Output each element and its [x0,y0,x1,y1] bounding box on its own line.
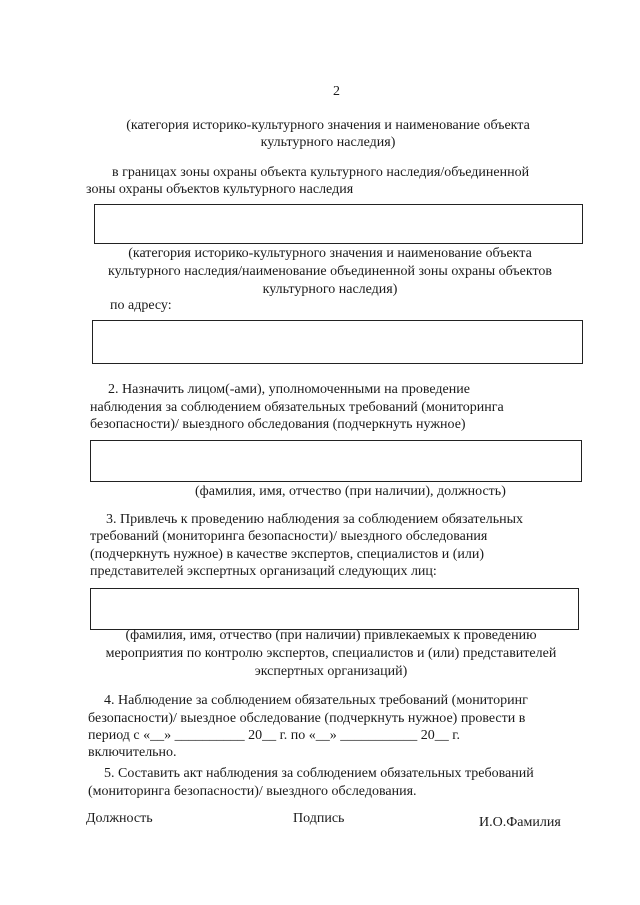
caption-line: культурного наследия) [260,135,396,150]
address-field[interactable] [92,320,583,364]
item-3-line-1: 3. Привлечь к проведению наблюдения за соблюдением обязательных [106,512,523,527]
item-2-line-2: наблюдения за соблюдением обязательных требований (мониторинга [90,400,504,415]
caption-line: (фамилия, имя, отчество (при наличии) привлекаемых к проведению [125,628,537,643]
caption-object-1 [90,117,566,151]
item-4-line-1: 4. Наблюдение за соблюдением обязательных требований (мониторинг [104,693,528,708]
zone-text-line-2: зоны охраны объектов культурного наследия [86,182,354,197]
signature-name: И.О.Фамилия [479,815,561,830]
item-3-line-4: представителей экспертных организаций следующих лиц: [90,564,437,579]
caption-object-2 [80,245,580,299]
object-name-field[interactable] [94,204,583,244]
page-number: 2 [333,84,340,99]
item-2-line-1: 2. Назначить лицом(-ами), уполномоченными на проведение [108,382,470,397]
item-4-line-3: период с «__» __________ 20__ г. по «__» ___________ 20__ г. [88,728,460,743]
item-4-line-4: включительно. [88,745,177,760]
caption-line: мероприятия по контролю экспертов, специалистов и (или) представителей [105,646,557,661]
signature-position: Должность [86,811,153,826]
item-2-line-3: безопасности)/ выездного обследования (подчеркнуть нужное) [90,417,466,432]
caption-line: культурного наследия) [262,282,398,297]
caption-line: (категория историко-культурного значения и наименование объекта [126,118,530,133]
caption-line: культурного наследия/наименование объединенной зоны охраны объектов [108,264,552,279]
inspector-field[interactable] [90,440,582,482]
zone-text-line-1: в границах зоны охраны объекта культурного наследия/объединенной [112,165,530,180]
item-5-line-2: (мониторинга безопасности)/ выездного обследования. [88,784,417,799]
item-3-line-2: требований (мониторинга безопасности)/ выездного обследования [90,529,488,544]
signature-sign: Подпись [293,811,345,826]
item-3-line-3: (подчеркнуть нужное) в качестве экспертов, специалистов и (или) [90,547,484,562]
experts-field[interactable] [90,588,579,630]
item-5-line-1: 5. Составить акт наблюдения за соблюдением обязательных требований [104,766,534,781]
address-label: по адресу: [110,298,172,313]
caption-line: экспертных организаций) [254,664,408,679]
caption-inspector: (фамилия, имя, отчество (при наличии), должность) [195,484,506,499]
caption-experts [84,627,578,681]
caption-line: (категория историко-культурного значения и наименование объекта [128,246,532,261]
item-4-line-2: безопасности)/ выездное обследование (подчеркнуть нужное) провести в [88,711,526,726]
